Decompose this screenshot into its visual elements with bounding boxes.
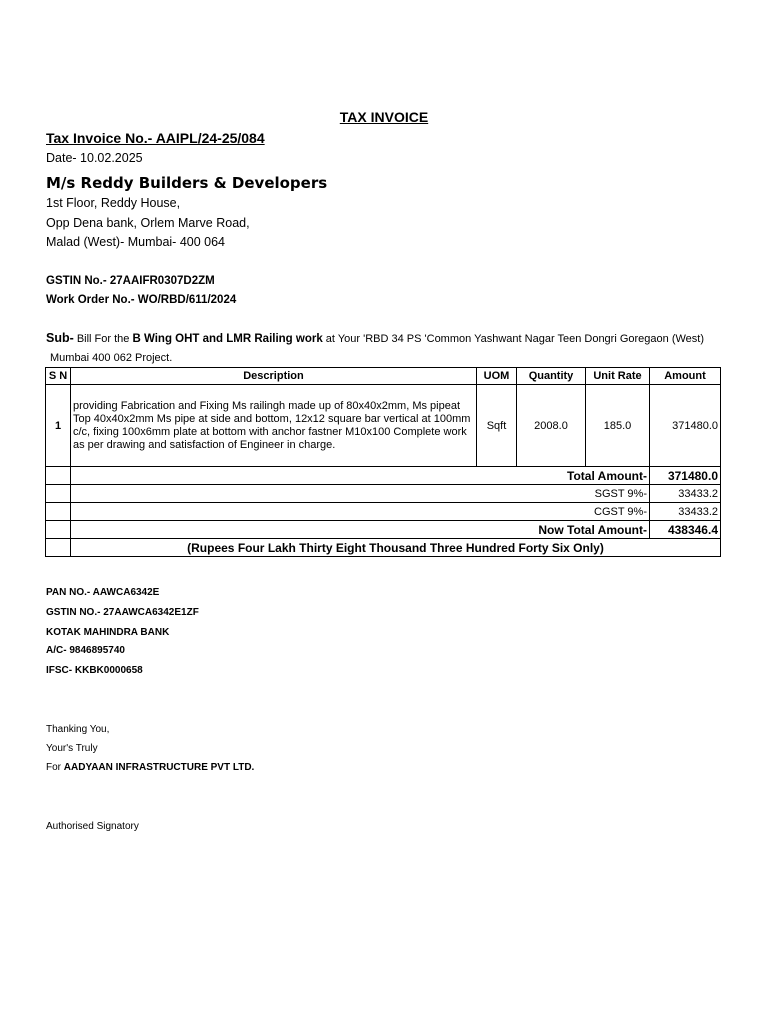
cgst-row: [46, 503, 721, 521]
subject-text1: Bill For the: [73, 333, 133, 345]
for-company: [46, 762, 254, 773]
invoice-date: Date- 10.02.2025: [46, 151, 143, 165]
row-sn: 1: [46, 385, 71, 467]
sgst-label: SGST 9%-: [71, 485, 650, 503]
account-number: A/C- 9846895740: [46, 645, 125, 656]
amount-in-words: (Rupees Four Lakh Thirty Eight Thousand Three Hundred Forty Six Only): [71, 539, 721, 557]
bank-name: KOTAK MAHINDRA BANK: [46, 627, 170, 638]
subject-text2: at Your 'RBD 34 PS 'Common Yashwant Nagar Teen Dongri Goregaon (West): [322, 333, 705, 345]
table-header-row: [46, 368, 721, 385]
header-description: Description: [71, 368, 477, 385]
row-amount: 371480.0: [650, 385, 721, 467]
subject-line: [46, 331, 704, 345]
client-address-line1: 1st Floor, Reddy House,: [46, 196, 181, 210]
for-prefix: For: [46, 762, 64, 773]
row-description: providing Fabrication and Fixing Ms railingh made up of 80x40x2mm, Ms pipeat Top 40x40x2mm Ms pipe at side and bottom, 12x12 square bar vertical at 100mm c/c, fixing 100x6mm plate at bottom with anchor fastner M10x100 Complete work as per drawing and satisfaction of Engineer in charge.: [71, 385, 477, 467]
total-row: [46, 467, 721, 485]
net-total-row: [46, 521, 721, 539]
header-uom: UOM: [477, 368, 517, 385]
subject-work-name: B Wing OHT and LMR Railing work: [132, 333, 323, 345]
sgst-row: [46, 485, 721, 503]
header-sn: S N: [46, 368, 71, 385]
invoice-number: Tax Invoice No.- AAIPL/24-25/084: [46, 130, 265, 146]
cgst-label: CGST 9%-: [71, 503, 650, 521]
table-row: [46, 385, 721, 467]
header-quantity: Quantity: [517, 368, 586, 385]
thanking-you: Thanking You,: [46, 724, 110, 735]
cgst-value: 33433.2: [650, 503, 721, 521]
client-name: M/s Reddy Builders & Developers: [46, 174, 328, 192]
header-amount: Amount: [650, 368, 721, 385]
invoice-table: [45, 367, 721, 557]
company-name: AADYAAN INFRASTRUCTURE PVT LTD.: [63, 762, 255, 773]
company-gstin: GSTIN NO.- 27AAWCA6342E1ZF: [46, 607, 199, 618]
net-total-value: 438346.4: [650, 521, 721, 539]
authorised-signatory: Authorised Signatory: [46, 821, 139, 832]
sgst-value: 33433.2: [650, 485, 721, 503]
subject-line2: Mumbai 400 062 Project.: [50, 352, 173, 364]
work-order-number: Work Order No.- WO/RBD/611/2024: [46, 294, 237, 306]
row-unit-rate: 185.0: [586, 385, 650, 467]
yours-truly: Your's Truly: [46, 743, 98, 754]
amount-in-words-row: [46, 539, 721, 557]
client-gstin: GSTIN No.- 27AAIFR0307D2ZM: [46, 275, 215, 287]
client-address-line3: Malad (West)- Mumbai- 400 064: [46, 235, 226, 249]
header-unit-rate: Unit Rate: [586, 368, 650, 385]
client-address-line2: Opp Dena bank, Orlem Marve Road,: [46, 216, 250, 230]
invoice-title: TAX INVOICE: [339, 109, 429, 125]
pan-number: PAN NO.- AAWCA6342E: [46, 587, 160, 598]
total-label: Total Amount-: [71, 467, 650, 485]
row-quantity: 2008.0: [517, 385, 586, 467]
ifsc-code: IFSC- KKBK0000658: [46, 665, 143, 676]
net-total-label: Now Total Amount-: [71, 521, 650, 539]
row-uom: Sqft: [477, 385, 517, 467]
total-value: 371480.0: [650, 467, 721, 485]
subject-label: Sub-: [46, 331, 74, 345]
